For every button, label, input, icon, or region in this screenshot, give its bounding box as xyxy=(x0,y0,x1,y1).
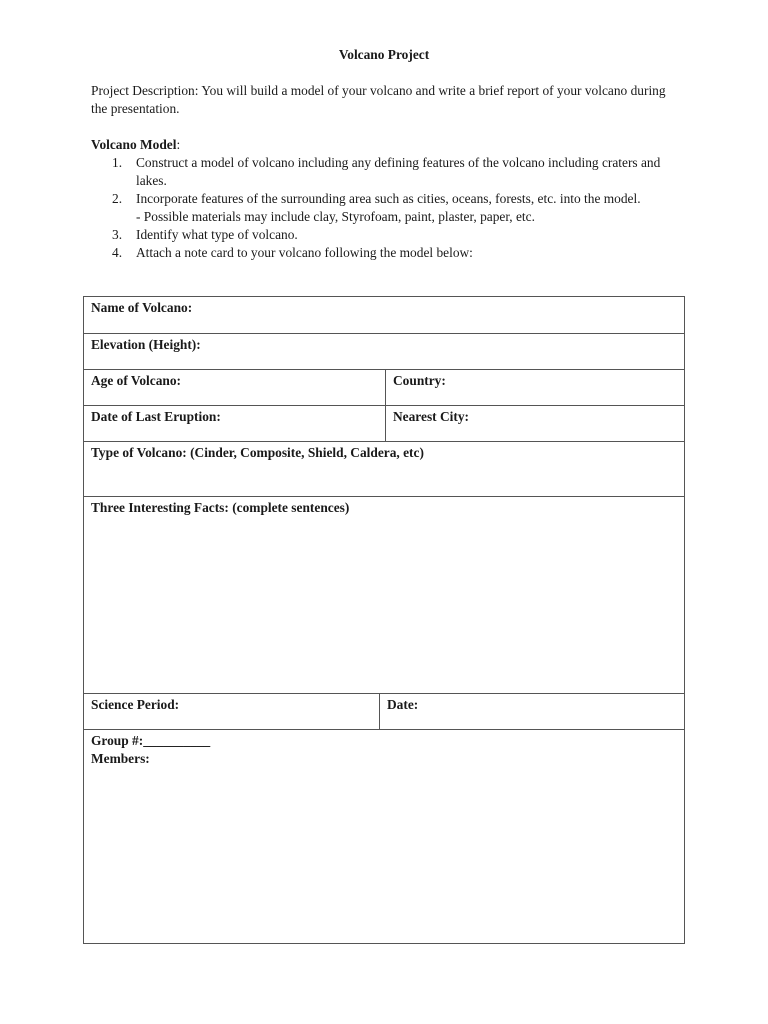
members-label: Members: xyxy=(91,751,150,766)
list-item-text: Identify what type of volcano. xyxy=(136,227,298,242)
name-row xyxy=(84,297,684,334)
list-item-note: - Possible materials may include clay, Styrofoam, paint, plaster, paper, etc. xyxy=(136,209,535,224)
list-item-text: Construct a model of volcano including any defining features of the volcano including craters and lakes. xyxy=(136,155,661,188)
list-item xyxy=(91,244,681,262)
elevation-row xyxy=(84,334,684,370)
eruption-city-row xyxy=(84,406,684,442)
list-item-number: 1. xyxy=(112,155,123,170)
group-number-label: Group #:__________ xyxy=(91,733,211,748)
elevation-label: Elevation (Height): xyxy=(91,337,201,352)
interesting-facts-label: Three Interesting Facts: (complete sentences) xyxy=(91,500,350,515)
science-period-label: Science Period: xyxy=(84,694,380,729)
model-heading xyxy=(91,136,180,154)
list-item-number: 2. xyxy=(112,191,123,206)
nearest-city-label: Nearest City: xyxy=(393,409,469,424)
country-label: Country: xyxy=(393,373,446,388)
model-heading-text: Volcano Model xyxy=(91,137,177,152)
age-country-row xyxy=(84,370,684,406)
list-item xyxy=(91,226,681,244)
type-row xyxy=(84,442,684,497)
list-item xyxy=(91,154,681,190)
type-of-volcano-label: Type of Volcano: (Cinder, Composite, Shield, Caldera, etc) xyxy=(91,445,424,460)
group-members-cell xyxy=(84,730,684,943)
page-title: Volcano Project xyxy=(338,47,430,62)
list-item-text: Attach a note card to your volcano following the model below: xyxy=(136,245,473,260)
period-date-row xyxy=(84,694,684,730)
last-eruption-label: Date of Last Eruption: xyxy=(84,406,386,441)
date-label: Date: xyxy=(387,697,419,712)
model-heading-colon: : xyxy=(176,137,181,152)
model-steps-list xyxy=(91,154,681,262)
list-item-text: Incorporate features of the surrounding area such as cities, oceans, forests, etc. into the model. xyxy=(136,191,641,206)
facts-row xyxy=(84,497,684,694)
name-of-volcano-label: Name of Volcano: xyxy=(91,300,193,315)
list-item xyxy=(91,190,681,226)
note-card-template xyxy=(83,296,685,944)
age-of-volcano-label: Age of Volcano: xyxy=(84,370,386,405)
project-description: Project Description: You will build a model of your volcano and write a brief report of your volcano during the presentation. xyxy=(91,83,666,116)
list-item-number: 4. xyxy=(112,245,123,260)
group-row xyxy=(84,730,684,943)
list-item-number: 3. xyxy=(112,227,123,242)
